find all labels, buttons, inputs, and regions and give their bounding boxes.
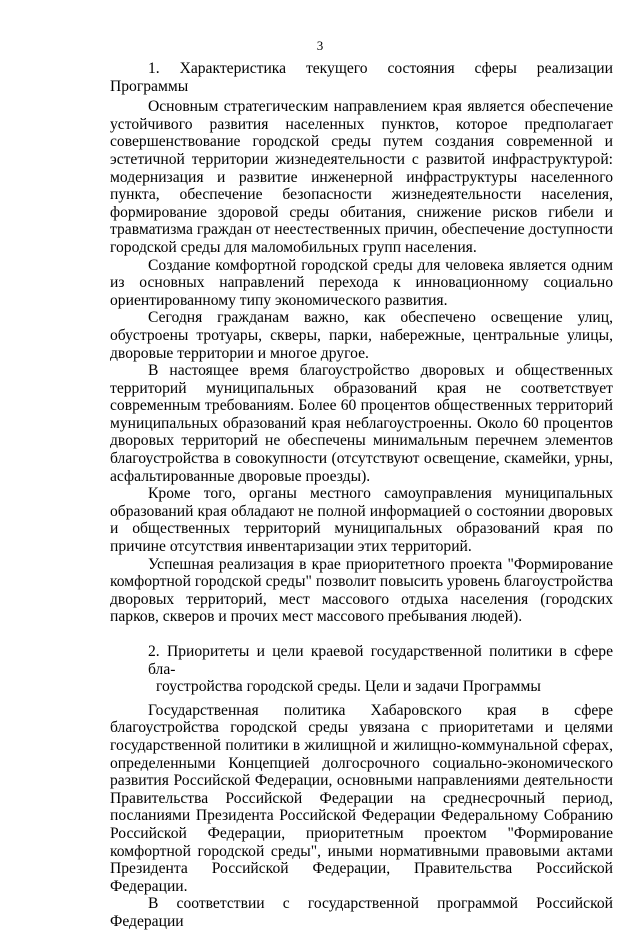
page-content xyxy=(110,60,613,931)
section-1-paragraph: Основным стратегическим направлением края является обеспечение устойчивого развития населенных пунктов, которое предполагает совершенствование городской среды путем создания современной и эстетичной территории жизнедеятельности с развитой инфраструктурой: модернизация и развитие инженерной инфраструктуры населенного пункта, обеспечение безопасности жизнедеятельности населения, формирование здоровой среды обитания, снижение рисков гибели и травматизма граждан от неестественных причин, обеспечение доступности городской среды для маломобильных групп населения. xyxy=(110,98,613,256)
section-1-paragraph: Создание комфортной городской среды для человека является одним из основных направлений перехода к инновационному социально ориентированному типу экономического развития. xyxy=(110,256,613,309)
section-1-paragraph: Успешная реализация в крае приоритетного проекта "Формирование комфортной городской среды" позволит повысить уровень благоустройства дворовых территорий, мест массового отдыха населения (городских парков, скверов и прочих мест массового пребывания людей). xyxy=(110,555,613,626)
section-2-paragraph: Государственная политика Хабаровского края в сфере благоустройства городской среды увязана с приоритетами и целями государственной политики в жилищной и жилищно-коммунальной сферах, определенными Концепцией долгосрочного социально-экономического развития Российской Федерации, основными направлениями деятельности Правительства Российской Федерации на среднесрочный период, посланиями Президента Российской Федерации Федеральному Собранию Российской Федерации, приоритетным проектом "Формирование комфортной городской среды", иными нормативными правовыми актами Президента Российской Федерации, Правительства Российской Федерации. xyxy=(110,701,613,895)
section-1-heading: 1. Характеристика текущего состояния сферы реализации Программы xyxy=(110,60,613,95)
section-1-paragraph: Кроме того, органы местного самоуправления муниципальных образований края обладают не полной информацией о состоянии дворовых и общественных территорий муниципальных образований края по причине отсутствия инвентаризации этих территорий. xyxy=(110,485,613,556)
section-1-paragraph: Сегодня гражданам важно, как обеспечено освещение улиц, обустроены тротуары, скверы, парки, набережные, центральные улицы, дворовые территории и многое другое. xyxy=(110,309,613,362)
section-1-paragraph: В настоящее время благоустройство дворовых и общественных территорий муниципальных образований края не соответствует современным требованиям. Более 60 процентов общественных территорий муниципальных образований края неблагоустроенны. Около 60 процентов дворовых территорий не обеспечены минимальным перечнем элементов благоустройства в совокупности (отсутствуют освещение, скамейки, урны, асфальтированные дворовые проезды). xyxy=(110,362,613,485)
section-2-heading-line-2: гоустройства городской среды. Цели и задачи Программы xyxy=(156,678,541,696)
page-number: 3 xyxy=(316,38,324,53)
section-2-heading-line-1: 2. Приоритеты и цели краевой государственной политики в сфере бла- xyxy=(148,643,613,678)
section-spacer xyxy=(110,626,613,643)
section-2-heading xyxy=(110,643,613,696)
section-2-paragraph: В соответствии с государственной программой Российской Федерации xyxy=(110,895,613,930)
